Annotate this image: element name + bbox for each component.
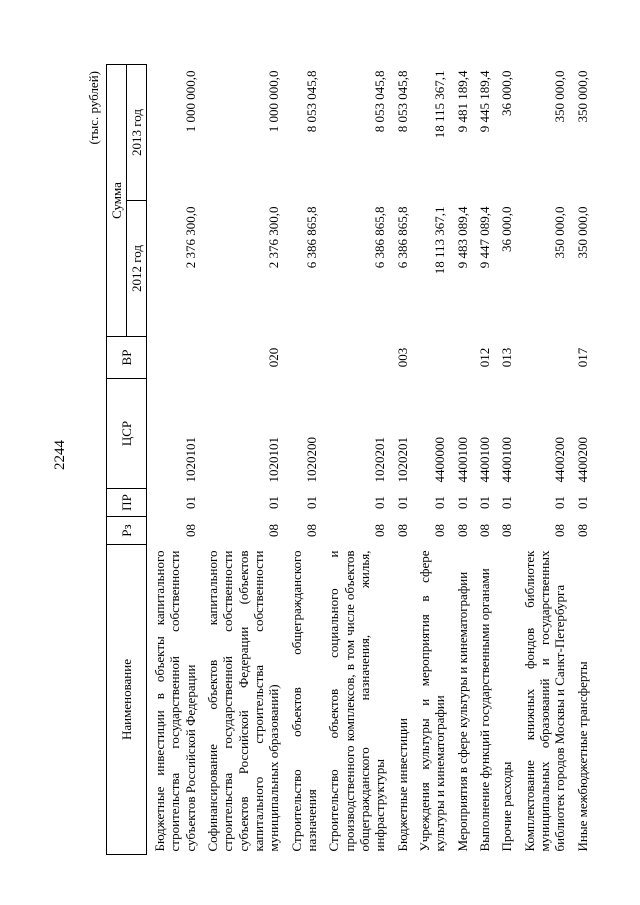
row-vr: 013	[499, 347, 515, 368]
row-2012: 6 386 865,8	[372, 206, 388, 269]
row-rz: 08	[499, 524, 515, 537]
table-row	[570, 65, 592, 855]
row-2013: 18 115 367,1	[432, 70, 448, 139]
row-pr: 01	[372, 496, 388, 509]
row-vr	[321, 337, 389, 379]
row-name: Строительство объектов общегражданского назначения	[288, 550, 319, 852]
row-csr: 4400000	[432, 437, 448, 483]
row-2012: 36 000,0	[499, 206, 515, 252]
row-rz: 08	[552, 524, 568, 537]
row-name: Софинансирование объектов капитального строительства государственной собственности субъектов Российской Федерации (объектов капитального строительства собственности муниципальных образований)	[204, 550, 282, 852]
row-csr: 1020201	[394, 437, 410, 483]
row-rz: 08	[182, 524, 198, 537]
header-year-2012: 2012 год	[127, 201, 147, 337]
table-row	[321, 65, 389, 855]
row-csr: 1020201	[372, 437, 388, 483]
row-vr	[517, 337, 570, 379]
row-pr: 01	[266, 496, 282, 509]
table-row	[390, 65, 412, 855]
row-pr: 01	[476, 496, 492, 509]
page-number: 2244	[52, 440, 68, 470]
table-row	[494, 65, 516, 855]
row-2012: 9 447 089,4	[476, 206, 492, 269]
row-2012: 6 386 865,8	[303, 206, 319, 269]
row-pr: 01	[454, 496, 470, 509]
row-pr: 01	[552, 496, 568, 509]
header-rz: Рз	[107, 517, 147, 545]
row-2013: 36 000,0	[499, 70, 515, 116]
unit-note: (тыс. рублей)	[86, 71, 101, 145]
row-rz: 08	[476, 524, 492, 537]
row-rz: 08	[574, 524, 590, 537]
row-name: Комплектование книжных фондов библиотек муниципальных образований и государственных библиотек городов Москвы и Санкт-Петербурга	[521, 550, 568, 852]
table-row	[517, 65, 570, 855]
table-row	[450, 65, 472, 855]
row-name: Строительство объектов социального и производственного комплексов, в том числе объектов общегражданского назначения, жилья, инфраструктуры	[326, 550, 388, 852]
row-pr: 01	[499, 496, 515, 509]
row-csr: 1020101	[266, 437, 282, 483]
row-pr: 01	[394, 496, 410, 509]
row-2012: 18 113 367,1	[432, 206, 448, 275]
row-name: Выполнение функций государственными органами	[476, 568, 492, 852]
header-sum: Сумма	[107, 65, 127, 337]
row-rz: 08	[394, 524, 410, 537]
table-row	[147, 65, 200, 855]
table-row	[412, 65, 450, 855]
row-pr: 01	[574, 496, 590, 509]
row-name: Прочие расходы	[499, 761, 515, 852]
row-csr: 4400100	[499, 437, 515, 483]
row-name: Мероприятия в сфере культуры и кинематографии	[454, 571, 470, 852]
row-pr: 01	[182, 496, 198, 509]
row-vr: 012	[476, 347, 492, 368]
header-year-2013: 2013 год	[127, 65, 147, 201]
table-row	[472, 65, 494, 855]
row-name: Учреждения культуры и мероприятия в сфере культуры и кинематографии	[416, 550, 448, 852]
row-csr: 1020101	[182, 437, 198, 483]
row-vr	[450, 337, 472, 379]
row-2012: 6 386 865,8	[394, 206, 410, 269]
table-row	[284, 65, 322, 855]
table-body	[147, 65, 592, 855]
row-vr: 003	[394, 347, 410, 368]
header-vr: ВР	[107, 337, 147, 379]
row-2013: 8 053 045,8	[394, 70, 410, 133]
budget-table	[106, 64, 592, 855]
row-csr: 1020200	[303, 437, 319, 483]
row-csr: 4400100	[476, 437, 492, 483]
row-csr: 4400200	[574, 437, 590, 483]
row-name: Иные межбюджетные трансферты	[574, 661, 590, 852]
row-vr: 020	[266, 347, 282, 368]
row-2013: 9 445 189,4	[476, 70, 492, 133]
row-2013: 1 000 000,0	[182, 70, 198, 133]
table-header	[107, 65, 147, 855]
row-name: Бюджетные инвестиции	[394, 718, 410, 852]
rotated-page	[80, 65, 600, 855]
row-2013: 350 000,0	[552, 70, 568, 123]
row-csr: 4400200	[552, 437, 568, 483]
table-row	[200, 65, 284, 855]
row-2013: 1 000 000,0	[266, 70, 282, 133]
row-pr: 01	[432, 496, 448, 509]
row-2013: 9 481 189,4	[454, 70, 470, 133]
row-name: Бюджетные инвестиции в объекты капитального строительства государственной собственности субъектов Российской Федерации	[152, 550, 198, 852]
row-rz: 08	[454, 524, 470, 537]
header-pr: ПР	[107, 489, 147, 517]
row-2012: 2 376 300,0	[266, 206, 282, 269]
row-2012: 9 483 089,4	[454, 206, 470, 269]
row-2012: 2 376 300,0	[182, 206, 198, 269]
header-name: Наименование	[107, 545, 147, 855]
row-pr: 01	[303, 496, 319, 509]
row-vr	[412, 337, 450, 379]
header-csr: ЦСР	[107, 379, 147, 489]
row-rz: 08	[432, 524, 448, 537]
row-vr: 017	[574, 347, 590, 368]
row-2013: 8 053 045,8	[303, 70, 319, 133]
row-rz: 08	[303, 524, 319, 537]
row-csr: 4400100	[454, 437, 470, 483]
row-vr	[284, 337, 322, 379]
row-2013: 8 053 045,8	[372, 70, 388, 133]
row-rz: 08	[266, 524, 282, 537]
row-2013: 350 000,0	[574, 70, 590, 123]
row-2012: 350 000,0	[574, 206, 590, 259]
row-rz: 08	[372, 524, 388, 537]
row-vr	[147, 337, 200, 379]
row-2012: 350 000,0	[552, 206, 568, 259]
